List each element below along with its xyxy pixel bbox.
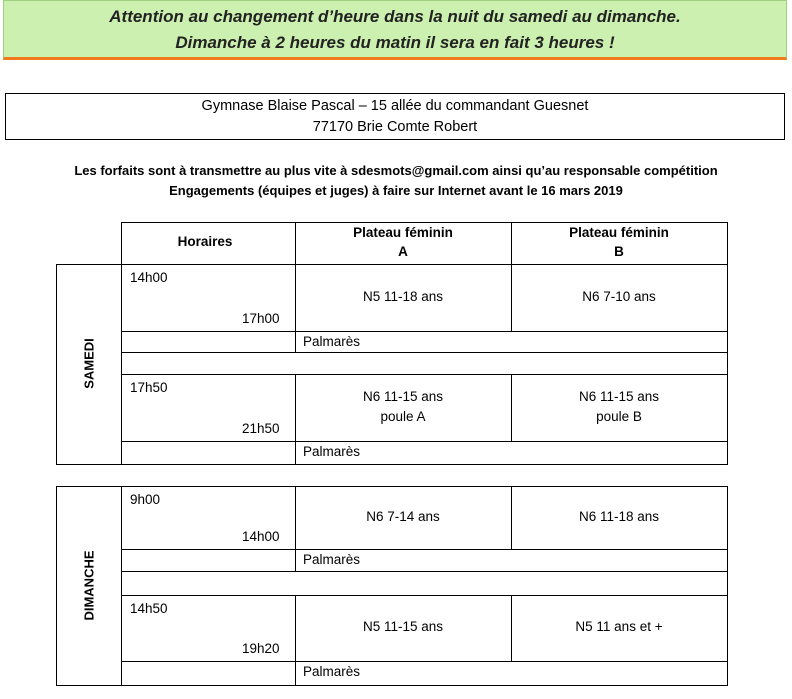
venue-box	[5, 93, 785, 140]
grid-line	[295, 661, 296, 686]
banner-line-2: Dimanche à 2 heures du matin il sera en fait 3 heures !	[175, 33, 615, 52]
plateau-a-category: N5 11-15 ans	[362, 619, 444, 634]
session-end-time: 19h20	[242, 641, 280, 656]
forfaits-note: Les forfaits sont à transmettre au plus vite à sdesmots@gmail.com ainsi qu’au responsable compétition	[74, 163, 718, 178]
grid-line	[121, 486, 122, 686]
grid-line	[727, 264, 728, 465]
day-label-dimanche: DIMANCHE	[81, 549, 96, 621]
engagements-note: Engagements (équipes et juges) à faire sur Internet avant le 16 mars 2019	[169, 183, 623, 198]
header-plateau-b: Plateau féminin	[569, 225, 669, 240]
session-end-time: 14h00	[242, 529, 280, 544]
session-end-time: 17h00	[242, 311, 280, 326]
grid-line	[121, 331, 728, 332]
grid-line	[121, 264, 122, 465]
header-plateau-a-letter: A	[398, 244, 408, 259]
venue-address: Gymnase Blaise Pascal – 15 allée du commandant Guesnet	[201, 98, 589, 114]
grid-line	[121, 352, 728, 353]
plateau-a-poule: poule A	[380, 408, 426, 424]
header-plateau-a: Plateau féminin	[353, 225, 453, 240]
plateau-a-category: N5 11-18 ans	[362, 288, 444, 304]
session-start-time: 17h50	[130, 380, 168, 395]
grid-line	[295, 549, 296, 572]
grid-line	[121, 595, 728, 596]
grid-line	[121, 441, 728, 442]
grid-line	[121, 549, 728, 550]
plateau-a-category: N6 7-14 ans	[366, 508, 440, 524]
palmares-label: Palmarès	[303, 444, 361, 459]
session-start-time: 9h00	[130, 492, 161, 507]
header-plateau-b-letter: B	[614, 244, 624, 259]
header-horaires: Horaires	[177, 234, 233, 249]
session-start-time: 14h50	[130, 601, 168, 616]
grid-line	[56, 486, 57, 686]
plateau-b-category: N5 11 ans et +	[575, 619, 663, 634]
palmares-label: Palmarès	[303, 664, 361, 679]
grid-line	[56, 486, 728, 487]
grid-line	[121, 374, 728, 375]
grid-line	[121, 222, 728, 223]
grid-line	[727, 486, 728, 686]
banner-line-1: Attention au changement d’heure dans la nuit du samedi au dimanche.	[109, 7, 681, 26]
plateau-a-category: N6 11-15 ans	[362, 388, 444, 404]
plateau-b-category: N6 7-10 ans	[582, 288, 656, 304]
session-end-time: 21h50	[242, 421, 280, 436]
session-start-time: 14h00	[130, 270, 168, 285]
grid-line	[121, 661, 728, 662]
grid-line	[295, 441, 296, 465]
grid-line	[56, 264, 57, 465]
grid-line	[295, 331, 296, 353]
grid-line	[121, 571, 728, 572]
grid-line	[56, 264, 728, 265]
plateau-b-category: N6 11-15 ans	[578, 388, 660, 404]
time-change-banner	[3, 0, 787, 60]
palmares-label: Palmarès	[303, 552, 361, 567]
grid-line	[727, 222, 728, 265]
plateau-b-category: N6 11-18 ans	[578, 508, 660, 524]
palmares-label: Palmarès	[303, 334, 361, 349]
grid-line	[56, 464, 728, 465]
venue-city: 77170 Brie Comte Robert	[312, 119, 478, 135]
plateau-b-poule: poule B	[596, 408, 642, 424]
day-label-samedi: SAMEDI	[81, 338, 96, 389]
grid-line	[56, 685, 728, 686]
